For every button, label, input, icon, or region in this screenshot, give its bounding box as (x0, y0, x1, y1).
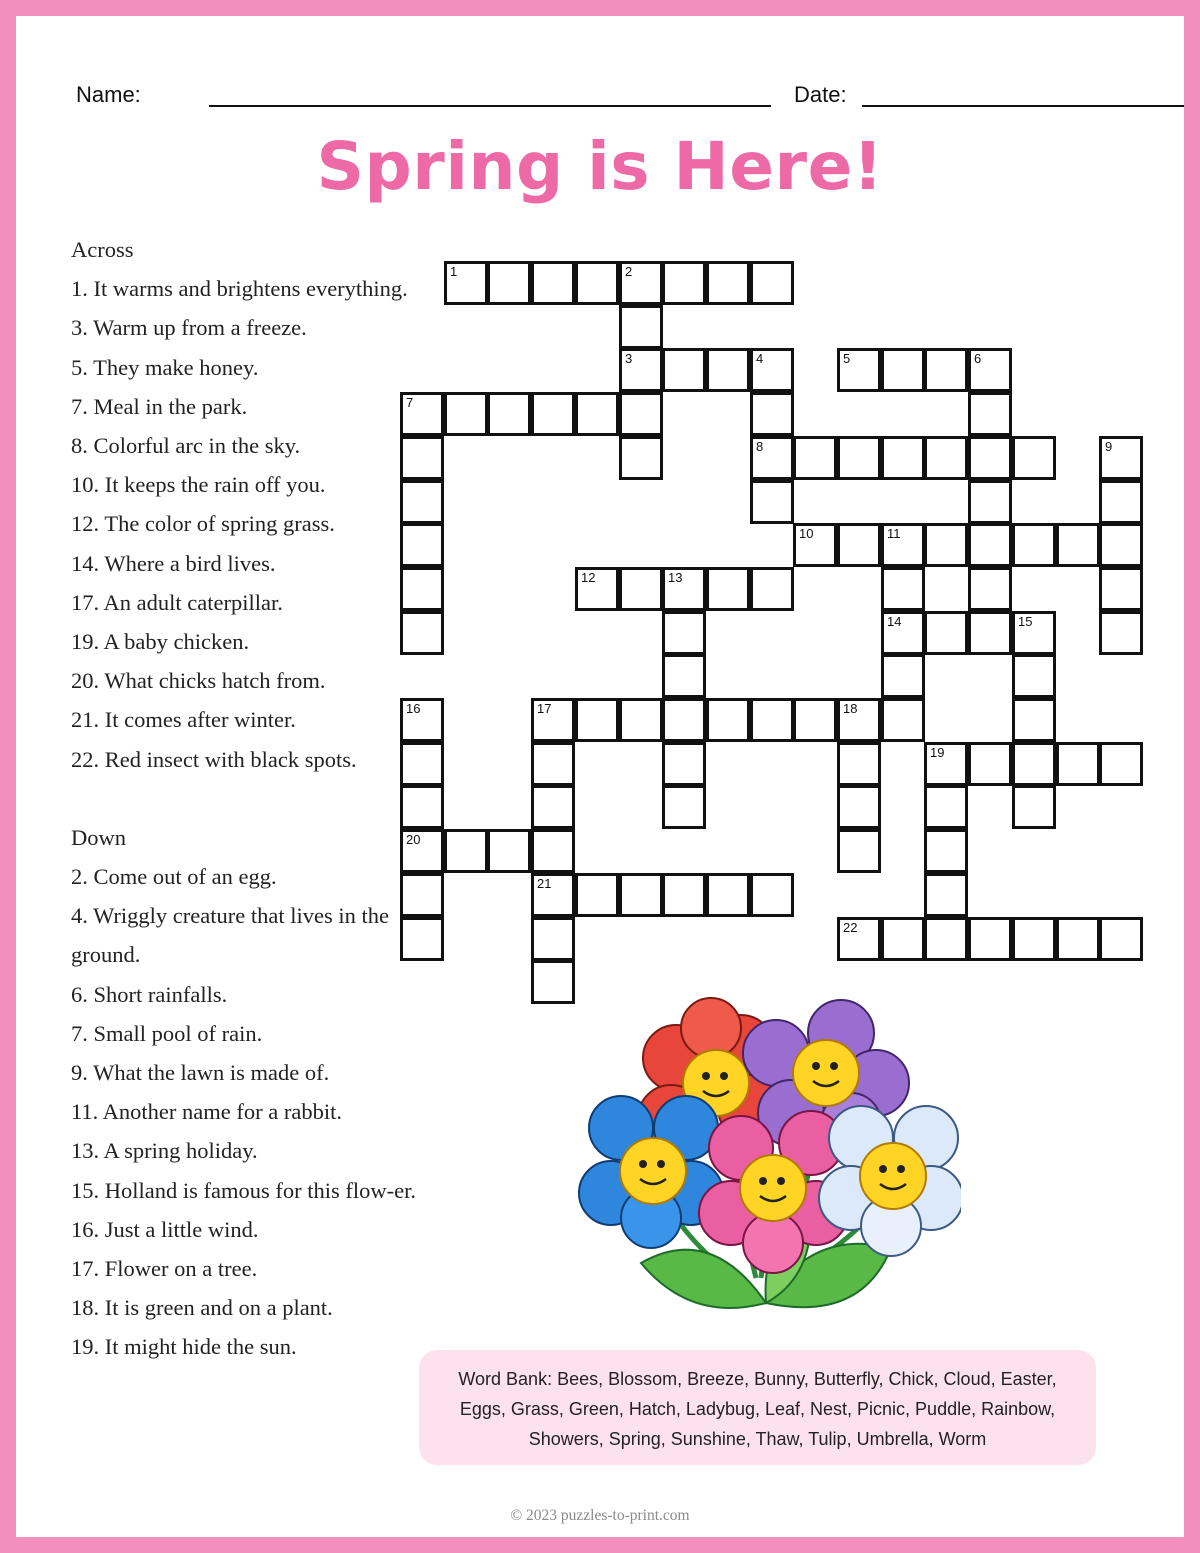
crossword-cell[interactable] (881, 654, 925, 698)
clue-number: 1 (450, 264, 458, 279)
crossword-cell[interactable] (1099, 567, 1143, 611)
clue-number: 4 (756, 351, 764, 366)
crossword-cell[interactable] (1012, 917, 1056, 961)
crossword-cell[interactable] (619, 567, 663, 611)
crossword-cell[interactable] (837, 742, 881, 786)
clue-number: 6 (974, 351, 982, 366)
crossword-cell[interactable] (968, 917, 1012, 961)
down-clue: 19. It might hide the sun. (71, 1334, 297, 1360)
crossword-cell[interactable] (400, 829, 444, 873)
crossword-cell[interactable] (706, 348, 750, 392)
across-clue: 12. The color of spring grass. (71, 511, 335, 537)
across-clue: 1. It warms and brightens everything. (71, 276, 408, 302)
crossword-cell[interactable] (793, 436, 837, 480)
crossword-cell[interactable] (924, 785, 968, 829)
down-clue: 17. Flower on a tree. (71, 1256, 258, 1282)
copyright-footer: © 2023 puzzles-to-print.com (510, 1507, 690, 1524)
crossword-cell[interactable] (837, 917, 881, 961)
down-clue: 16. Just a little wind. (71, 1216, 259, 1242)
crossword-cell[interactable] (1056, 917, 1100, 961)
crossword-cell[interactable] (619, 873, 663, 917)
crossword-cell[interactable] (924, 348, 968, 392)
crossword-cell[interactable] (662, 785, 706, 829)
crossword-cell[interactable] (881, 917, 925, 961)
crossword-cell[interactable] (531, 873, 575, 917)
clue-number: 20 (406, 832, 421, 847)
crossword-cell[interactable] (1099, 611, 1143, 655)
crossword-cell[interactable] (750, 698, 794, 742)
crossword-cell[interactable] (531, 829, 575, 873)
crossword-cell[interactable] (706, 873, 750, 917)
across-clue: 7. Meal in the park. (71, 393, 248, 419)
crossword-cell[interactable] (531, 742, 575, 786)
across-heading: Across (71, 237, 134, 262)
clue-number: 3 (625, 351, 633, 366)
crossword-cell[interactable] (619, 698, 663, 742)
across-clue: 5. They make honey. (71, 354, 259, 380)
crossword-cell[interactable] (881, 567, 925, 611)
across-clue: 22. Red insect with black spots. (71, 746, 357, 772)
crossword-cell[interactable] (531, 917, 575, 961)
crossword-cell[interactable] (924, 873, 968, 917)
clue-number: 9 (1105, 439, 1113, 454)
crossword-cell[interactable] (1012, 654, 1056, 698)
crossword-cell[interactable] (881, 523, 925, 567)
crossword-cell[interactable] (706, 698, 750, 742)
clue-number: 10 (799, 526, 814, 541)
crossword-cell[interactable] (400, 698, 444, 742)
crossword-cell[interactable] (662, 873, 706, 917)
crossword-cell[interactable] (400, 611, 444, 655)
crossword-cell[interactable] (968, 480, 1012, 524)
down-clue: 2. Come out of an egg. (71, 864, 277, 890)
crossword-cell[interactable] (400, 785, 444, 829)
clue-number: 18 (843, 701, 858, 716)
crossword-cell[interactable] (531, 392, 575, 436)
crossword-cell[interactable] (924, 742, 968, 786)
down-clue: 15. Holland is famous for this flow-er. (71, 1177, 416, 1203)
crossword-cell[interactable] (1056, 742, 1100, 786)
crossword-cell[interactable] (750, 873, 794, 917)
clue-list (71, 230, 441, 1367)
crossword-cell[interactable] (400, 436, 444, 480)
across-clue: 10. It keeps the rain off you. (71, 472, 326, 498)
word-bank: Word Bank: Bees, Blossom, Breeze, Bunny, Butterfly, Chick, Cloud, Easter, Eggs, Grass, Green, Hatch, Ladybug, Leaf, Nest, Picnic, Puddle, Rainbow, Showers, Spring, Sunshine, Thaw, Tulip, Umbrella, Worm (419, 1350, 1096, 1465)
crossword-cell[interactable] (968, 567, 1012, 611)
clue-number: 8 (756, 439, 764, 454)
crossword-cell[interactable] (706, 261, 750, 305)
crossword-cell[interactable] (924, 611, 968, 655)
crossword-cell[interactable] (750, 436, 794, 480)
name-date-row (76, 82, 1146, 114)
crossword-cell[interactable] (444, 829, 488, 873)
crossword-cell[interactable] (924, 523, 968, 567)
crossword-cell[interactable] (575, 261, 619, 305)
name-blank-line (209, 105, 771, 107)
crossword-cell[interactable] (531, 261, 575, 305)
crossword-cell[interactable] (1012, 698, 1056, 742)
across-clue: 14. Where a bird lives. (71, 550, 276, 576)
down-clue: 18. It is green and on a plant. (71, 1295, 333, 1321)
crossword-cell[interactable] (1099, 742, 1143, 786)
crossword-cell[interactable] (400, 567, 444, 611)
crossword-cell[interactable] (444, 392, 488, 436)
clue-number: 13 (668, 570, 683, 585)
down-clue: 9. What the lawn is made of. (71, 1060, 330, 1086)
crossword-cell[interactable] (487, 829, 531, 873)
crossword-cell[interactable] (837, 436, 881, 480)
across-clue: 17. An adult caterpillar. (71, 589, 283, 615)
crossword-cell[interactable] (924, 829, 968, 873)
clue-number: 14 (887, 614, 902, 629)
crossword-cell[interactable] (750, 261, 794, 305)
crossword-cell[interactable] (837, 523, 881, 567)
clue-number: 17 (537, 701, 552, 716)
date-label: Date: (794, 82, 847, 107)
crossword-cell[interactable] (531, 785, 575, 829)
crossword-cell[interactable] (1012, 785, 1056, 829)
flower-bouquet-illustration (561, 978, 961, 1343)
crossword-cell[interactable] (400, 392, 444, 436)
clue-number: 15 (1018, 614, 1033, 629)
crossword-cell[interactable] (619, 305, 663, 349)
crossword-cell[interactable] (662, 654, 706, 698)
crossword-cell[interactable] (1012, 523, 1056, 567)
crossword-cell[interactable] (968, 392, 1012, 436)
crossword-cell[interactable] (750, 480, 794, 524)
crossword-cell[interactable] (793, 523, 837, 567)
across-clue: 3. Warm up from a freeze. (71, 315, 307, 341)
crossword-cell[interactable] (968, 523, 1012, 567)
clue-number: 11 (887, 526, 901, 541)
crossword-cell[interactable] (487, 392, 531, 436)
crossword-cell[interactable] (837, 785, 881, 829)
crossword-cell[interactable] (619, 348, 663, 392)
across-clue: 20. What chicks hatch from. (71, 668, 326, 694)
crossword-cell[interactable] (837, 348, 881, 392)
clue-number: 22 (843, 920, 858, 935)
crossword-cell[interactable] (662, 742, 706, 786)
crossword-cell[interactable] (1012, 611, 1056, 655)
crossword-cell[interactable] (619, 261, 663, 305)
clue-number: 5 (843, 351, 851, 366)
crossword-cell[interactable] (575, 567, 619, 611)
crossword-cell[interactable] (662, 348, 706, 392)
crossword-cell[interactable] (1099, 523, 1143, 567)
crossword-cell[interactable] (968, 611, 1012, 655)
crossword-cell[interactable] (706, 567, 750, 611)
crossword-cell[interactable] (837, 698, 881, 742)
crossword-cell[interactable] (1099, 917, 1143, 961)
crossword-cell[interactable] (750, 567, 794, 611)
across-clue: 19. A baby chicken. (71, 629, 250, 655)
crossword-cell[interactable] (400, 917, 444, 961)
clue-number: 16 (406, 701, 421, 716)
crossword-cell[interactable] (575, 698, 619, 742)
crossword-cell[interactable] (924, 436, 968, 480)
down-clue: 11. Another name for a rabbit. (71, 1099, 342, 1125)
crossword-cell[interactable] (881, 611, 925, 655)
crossword-cell[interactable] (575, 392, 619, 436)
crossword-cell[interactable] (968, 436, 1012, 480)
crossword-cell[interactable] (1099, 480, 1143, 524)
clue-number: 7 (406, 395, 414, 410)
crossword-cell[interactable] (968, 348, 1012, 392)
clue-number: 2 (625, 264, 633, 279)
page-title: Spring is Here! (316, 128, 884, 205)
crossword-cell[interactable] (619, 392, 663, 436)
crossword-cell[interactable] (924, 917, 968, 961)
crossword-cell[interactable] (487, 261, 531, 305)
crossword-cell[interactable] (1056, 523, 1100, 567)
down-clue: 6. Short rainfalls. (71, 981, 228, 1007)
across-clue: 21. It comes after winter. (71, 707, 296, 733)
down-heading: Down (71, 824, 126, 850)
crossword-cell[interactable] (662, 261, 706, 305)
clue-number: 19 (930, 745, 945, 760)
crossword-cell[interactable] (400, 523, 444, 567)
crossword-cell[interactable] (881, 348, 925, 392)
crossword-cell[interactable] (750, 392, 794, 436)
across-clue: 8. Colorful arc in the sky. (71, 433, 301, 459)
crossword-cell[interactable] (444, 261, 488, 305)
crossword-cell[interactable] (400, 480, 444, 524)
crossword-cell[interactable] (1012, 436, 1056, 480)
crossword-cell[interactable] (1012, 742, 1056, 786)
crossword-cell[interactable] (575, 873, 619, 917)
crossword-cell[interactable] (662, 567, 706, 611)
crossword-cell[interactable] (793, 698, 837, 742)
crossword-cell[interactable] (662, 698, 706, 742)
down-clue: 7. Small pool of rain. (71, 1020, 263, 1046)
name-label: Name: (76, 82, 141, 107)
crossword-cell[interactable] (662, 611, 706, 655)
down-clue: 4. Wriggly creature that lives in the ground. (71, 903, 389, 968)
down-clue: 13. A spring holiday. (71, 1138, 258, 1164)
clue-number: 12 (581, 570, 596, 585)
crossword-cell[interactable] (837, 829, 881, 873)
crossword-cell[interactable] (400, 873, 444, 917)
crossword-cell[interactable] (1099, 436, 1143, 480)
crossword-cell[interactable] (531, 698, 575, 742)
crossword-cell[interactable] (400, 742, 444, 786)
crossword-cell[interactable] (750, 348, 794, 392)
crossword-cell[interactable] (968, 742, 1012, 786)
crossword-cell[interactable] (881, 698, 925, 742)
date-blank-line (862, 105, 1186, 107)
clue-number: 21 (537, 876, 552, 891)
crossword-cell[interactable] (619, 436, 663, 480)
crossword-cell[interactable] (881, 436, 925, 480)
